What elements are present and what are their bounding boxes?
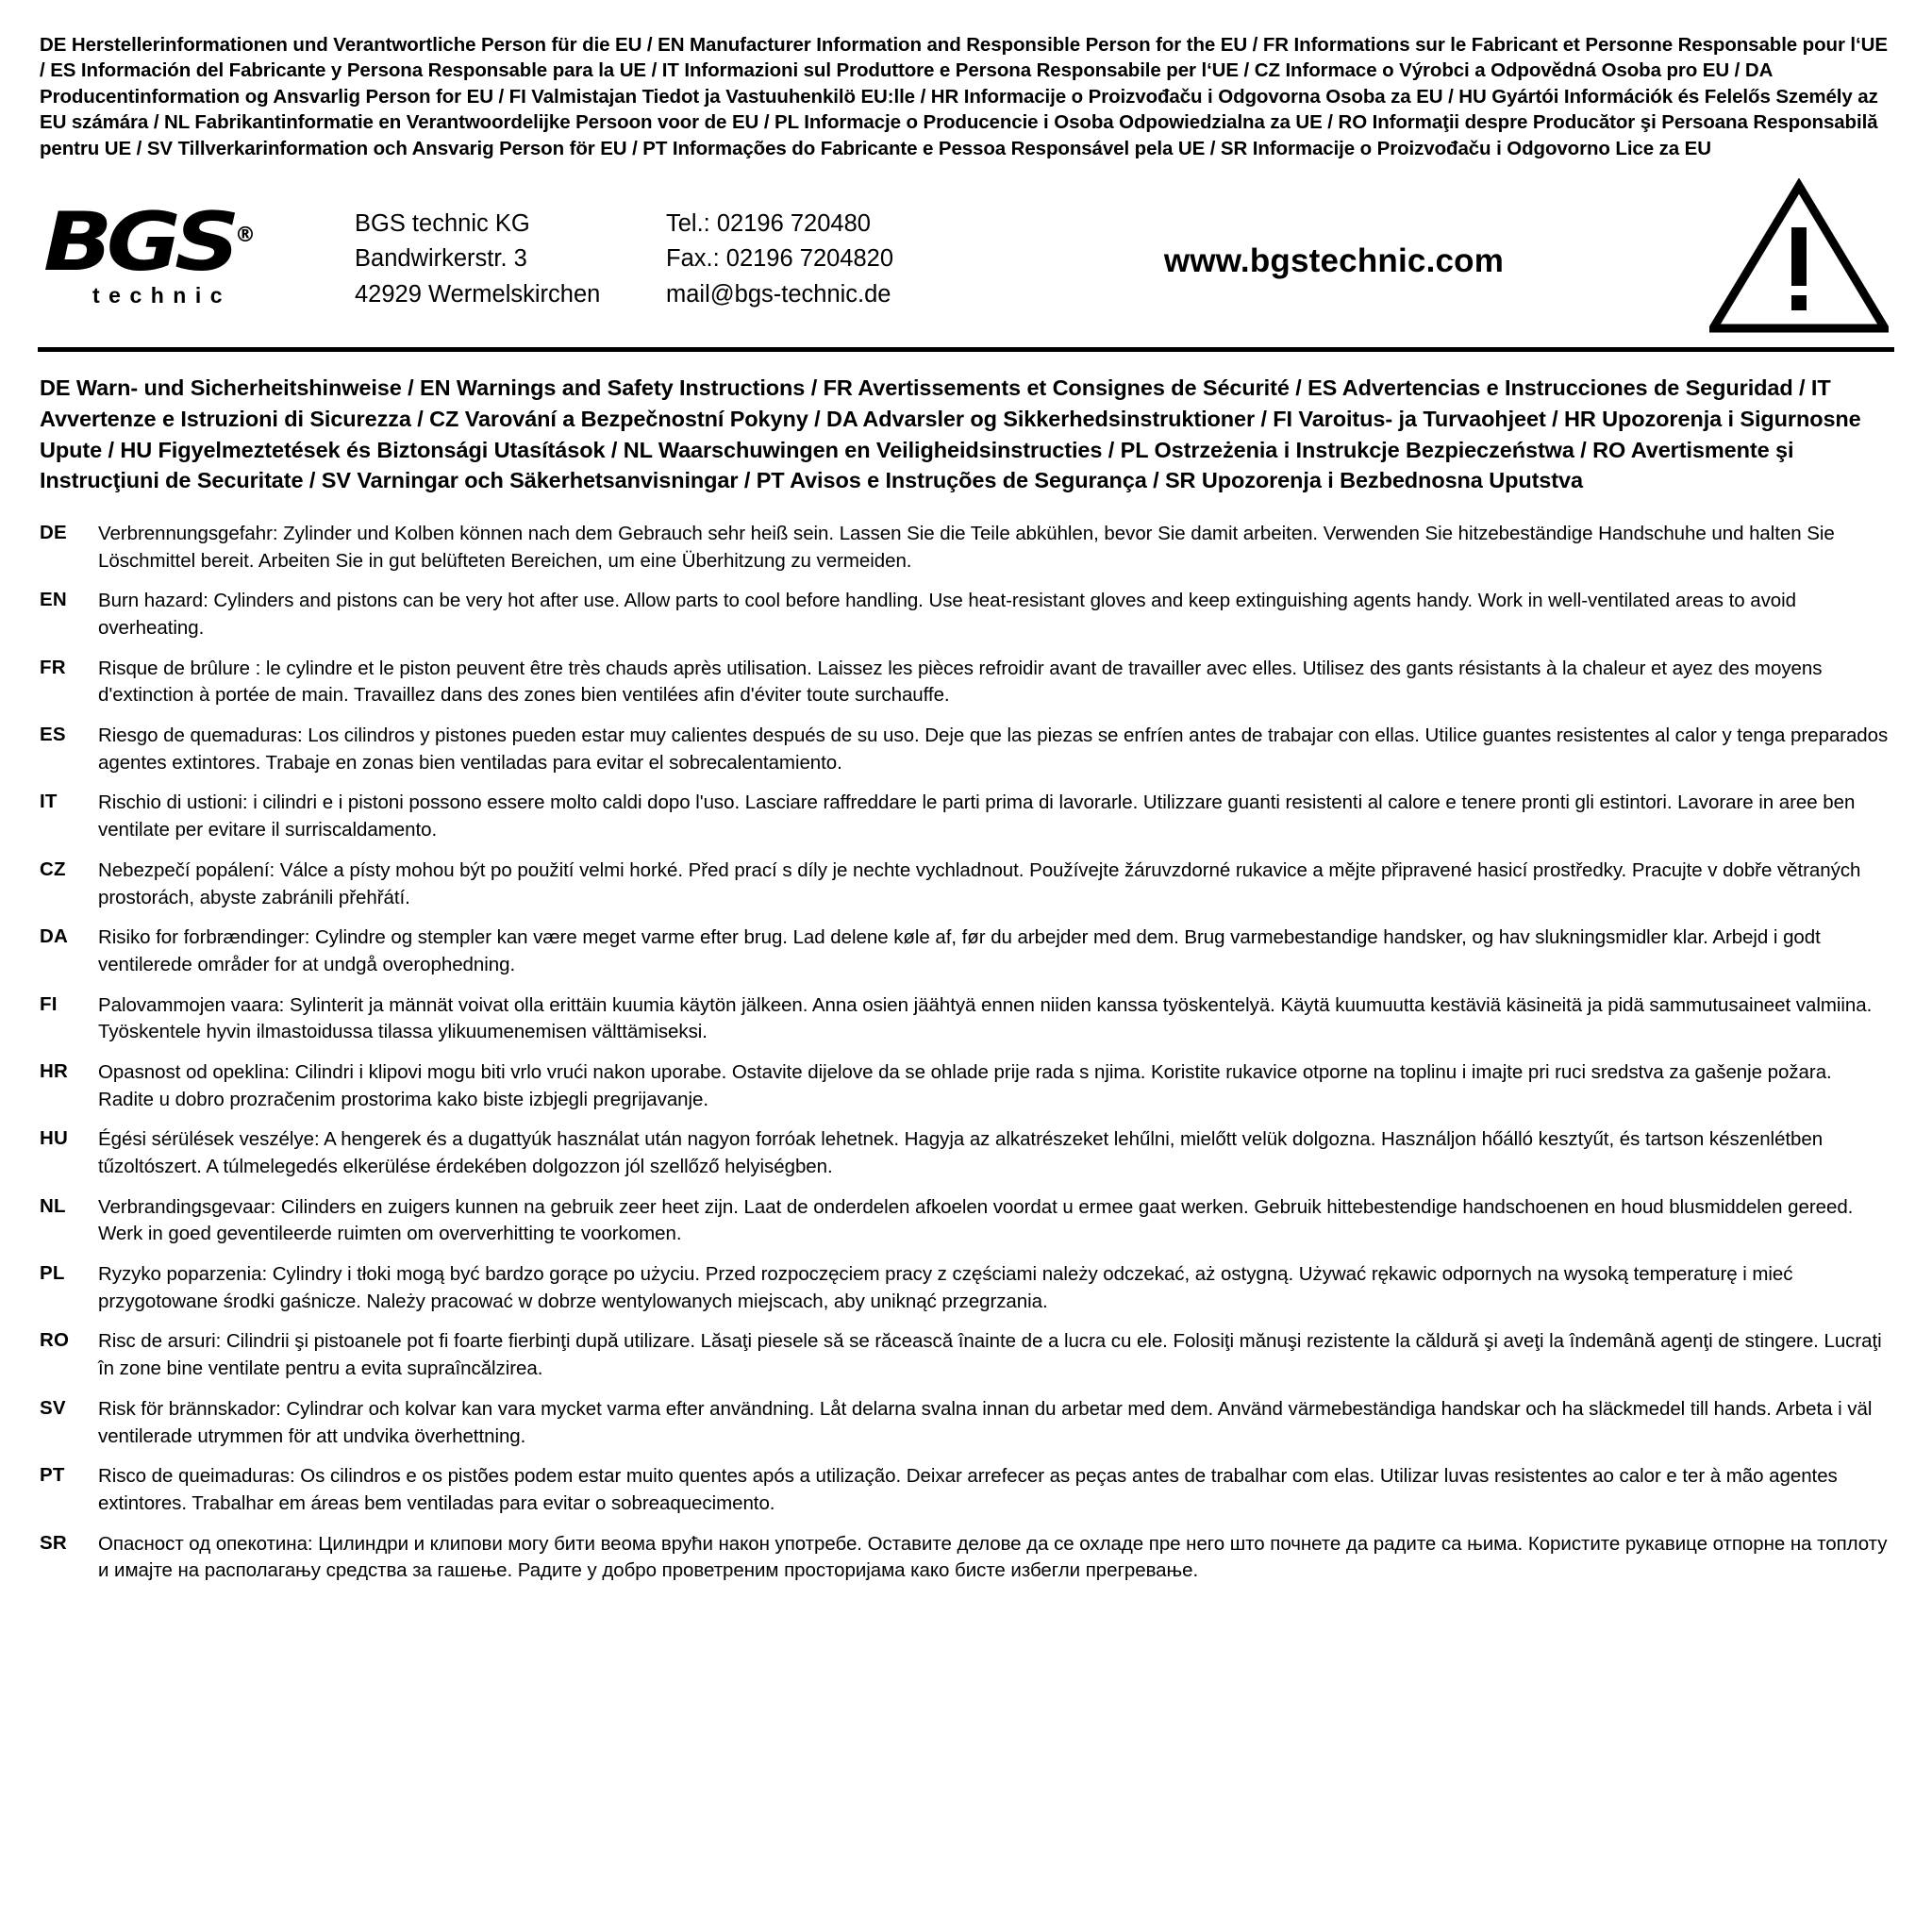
registered-trademark-icon: ® [234,223,257,247]
language-code: IT [40,791,58,813]
company-contact [666,201,977,312]
list-item [40,1328,1892,1382]
company-website[interactable]: www.bgstechnic.com [1163,242,1505,279]
instruction-text: Ryzyko poparzenia: Cylindry i tłoki mogą być bardzo gorące po użyciu. Przed rozpoczęciem pracy z częściami należy odczekać, aż ostygną. Używać rękawic odpornych na wysoką temperaturę i mieć przygotowane środki gaśnicze. Należy pracować w dobrze wentylowanych miejscach, aby uniknąć przegrzania. [98,1263,1793,1312]
language-code: PT [40,1464,65,1487]
language-code: DE [40,521,67,543]
list-item [40,1126,1892,1180]
instruction-text: Riesgo de quemaduras: Los cilindros y pistones pueden estar muy calientes después de su uso. Deje que las piezas se enfríen antes de trabajar con ellas. Utilice guantes resistentes al calor y tenga preparados agentes extintores. Trabaje en zonas bien ventiladas para evitar el sobrecalentamiento. [98,724,1889,774]
instruction-text: Risc de arsuri: Cilindrii şi pistoanele pot fi foarte fierbinţi după utilizare. Lăsaţi piesele să se răcească înainte de a lucra cu ele. Folosiţi mănuşi rezistente la căldură şi aveţi la îndemână agenţi de stingere. Lucraţi în zone bine ventilate pentru a evita supraîncălzirea. [98,1330,1882,1380]
list-item [40,1396,1892,1450]
company-street: Bandwirkerstr. 3 [355,245,527,273]
instruction-text: Опасност од опекотина: Цилиндри и клипови могу бити веома врући након употребе. Оставите делове да се охладе пре него што почнете да радите са њима. Користите рукавице отпорне на топлоту и имајте на располагању средства за гашење. Радите у добро проветреним просторијама како бисте избегли прегревање. [98,1532,1888,1582]
company-fax: Fax.: 02196 7204820 [666,245,894,273]
multilingual-header-title: DE Herstellerinformationen und Verantwortliche Person für die EU / EN Manufacturer Information and Responsible Person for the EU / FR Informations sur le Fabricant et Personne Responsable pour l‘UE / ES Información del Fabricante y Persona Responsable para la UE / IT Informazioni sul Produttore e Persona Responsabile per l‘UE / CZ Informace o Výrobci a Odpovědná Osoba pro EU / DA Producentinformation og Ansvarlig Person for EU / FI Valmistajan Tiedot ja Vastuuhenkilö EU:lle / HR Informacije o Proizvođaču i Odgovorna Osoba za EU / HU Gyártói Információk és Felelős Személy az EU számára / NL Fabrikantinformatie en Verantwoordelijke Persoon voor de EU / PL Informacje o Producencie i Osoba Odpowiedzialna za UE / RO Informaţii despre Producător şi Persoana Responsabilă pentru UE / SV Tillverkarinformation och Ansvarig Person för EU / PT Informações do Fabricante e Pessoa Responsável pela UE / SR Informacije o Proizvođaču i Odgovorno Lice za EU [40,34,1888,159]
language-code: NL [40,1194,66,1217]
list-item [40,992,1892,1046]
list-item [40,723,1892,776]
instruction-text: Nebezpečí popálení: Válce a písty mohou být po použití velmi horké. Před prací s díly je nechte vychladnout. Používejte žáruvzdorné rukavice a mějte připravené hasicí prostředky. Pracujte v dobře větraných prostorách, abyste zabránili přehřátí. [98,858,1861,908]
list-item [40,521,1892,575]
language-code: FR [40,656,66,678]
list-item [40,1463,1892,1517]
instruction-text: Opasnost od opeklina: Cilindri i klipovi mogu biti vrlo vrući nakon uporabe. Ostavite dijelove da se ohlade prije rada s njima. Koristite rukavice otporne na toplinu i imajte pri ruci sredstva za gašenje požara. Radite u dobro prozračenim prostorima kako biste izbjegli pregrijavanje. [98,1060,1832,1110]
language-code: ES [40,724,66,746]
safety-instructions-heading: DE Warn- und Sicherheitshinweise / EN Warnings and Safety Instructions / FR Avertissements et Consignes de Sécurité / ES Advertencias e Instrucciones de Seguridad / IT Avvertenze e Istruzioni di Sicurezza / CZ Varování a Bezpečnostní Pokyny / DA Advarsler og Sikkerhedsinstruktioner / FI Varoitus- ja Turvaohjeet / HR Upozorenja i Sigurnosne Upute / HU Figyelmeztetések és Biztonsági Utasítások / NL Waarschuwingen en Veiligheidsinstructies / PL Ostrzeżenia i Instrukcje Bezpieczeństwa / RO Avertismente şi Instrucţiuni de Securitate / SV Varningar och Säkerhetsanvisningar / PT Avisos e Instruções de Segurança / SR Upozorenja i Bezbednosna Uputstva [40,375,1861,493]
list-item [40,656,1892,709]
instruction-text: Burn hazard: Cylinders and pistons can be very hot after use. Allow parts to cool before handling. Use heat-resistant gloves and keep extinguishing agents handy. Work in well-ventilated areas to avoid overheating. [98,590,1796,640]
company-city: 42929 Wermelskirchen [355,280,601,308]
instruction-text: Rischio di ustioni: i cilindri e i pistoni possono essere molto caldi dopo l'uso. Lasciare raffreddare le parti prima di lavorarle. Utilizzare guanti resistenti al calore e tenere pronti gli estintori. Lavorare in aree ben ventilate per evitare il surriscaldamento. [98,791,1856,841]
bgs-logo [38,194,355,309]
language-code: PL [40,1262,65,1285]
instruction-text: Verbrandingsgevaar: Cilinders en zuigers kunnen na gebruik zeer heet zijn. Laat de onderdelen afkoelen voordat u ermee gaat werken. Gebruik hittebestendige handschoenen en houd blusmiddelen gereed. Werk in goed geventileerde ruimten om oververhitting te voorkomen. [98,1195,1854,1245]
company-info-band [38,178,1894,352]
language-code: CZ [40,858,66,880]
instruction-text: Palovammojen vaara: Sylinterit ja männät voivat olla erittäin kuumia käytön jälkeen. Anna osien jäähtyä ennen niiden kanssa työskentelyä. Käytä kuumuutta kestäviä käsineitä ja pidä sammutusaineet valmiina. Työskentele hyvin ilmastoidussa tilassa ylikuumenemisen välttämiseksi. [98,993,1873,1043]
list-item [40,1059,1892,1113]
company-name: BGS technic KG [355,209,530,237]
logo-wordmark [43,194,257,290]
instructions-list [38,521,1894,1585]
instruction-text: Risque de brûlure : le cylindre et le piston peuvent être très chauds après utilisation. Laissez les pièces refroidir avant de travailler avec elles. Utilisez des gants résistants à la chaleur et ayez des moyens d'extinction à portée de main. Travaillez dans des zones bien ventilées afin d'éviter toute surchauffe. [98,657,1823,707]
list-item [40,1531,1892,1585]
list-item [40,790,1892,843]
instruction-text: Égési sérülések veszélye: A hengerek és a dugattyúk használat után nagyon forróak lehetnek. Hagyja az alkatrészeket lehűlni, mielőtt velük dolgozna. Használjon hőálló kesztyűt, és tartson készenlétben tűzoltószert. A túlmelegedés elkerülése érdekében dolgozzon jól szellőző helyiségben. [98,1128,1824,1178]
warning-triangle-container [1690,178,1894,334]
list-item [40,924,1892,978]
company-address [355,201,666,312]
company-email[interactable]: mail@bgs-technic.de [666,280,891,308]
instruction-text: Risiko for forbrændinger: Cylindre og stempler kan være meget varme efter brug. Lad delene køle af, før du arbejder med dem. Brug varmebestandige handsker, og hav slukningsmidler klar. Arbejd i godt ventilerede områder for at undgå overophedning. [98,926,1821,975]
language-code: EN [40,589,67,611]
warning-triangle-icon [1709,178,1889,334]
instruction-text: Verbrennungsgefahr: Zylinder und Kolben können nach dem Gebrauch sehr heiß sein. Lassen Sie die Teile abkühlen, bevor Sie damit arbeiten. Verwenden Sie hitzebeständige Handschuhe und halten Sie Löschmittel bereit. Arbeiten Sie in gut belüfteten Bereichen, um eine Überhitzung zu vermeiden. [98,522,1835,572]
list-item [40,1194,1892,1248]
logo-wordmark-text: BGS [43,194,234,290]
language-code: FI [40,992,58,1015]
list-item [40,858,1892,911]
language-code: HU [40,1127,69,1150]
list-item [40,1261,1892,1315]
instruction-text: Risco de queimaduras: Os cilindros e os pistões podem estar muito quentes após a utilização. Deixar arrefecer as peças antes de trabalhar com elas. Utilizar luvas resistentes ao calor e ter à mão agentes extintores. Trabalhar em áreas bem ventiladas para evitar o sobreaquecimento. [98,1465,1838,1514]
language-code: RO [40,1329,70,1352]
language-code: HR [40,1059,69,1082]
company-telephone: Tel.: 02196 720480 [666,209,871,237]
logo-subtitle: technic [92,283,232,308]
language-code: SR [40,1531,67,1554]
language-code: DA [40,925,69,948]
language-code: SV [40,1396,66,1419]
list-item [40,588,1892,641]
instruction-text: Risk för brännskador: Cylindrar och kolvar kan vara mycket varma efter användning. Låt delarna svalna innan du arbetar med dem. Använd värmebeständiga handskar och ha släckmedel till hands. Arbeta i väl ventilerade utrymmen för att undvika överhettning. [98,1397,1873,1447]
